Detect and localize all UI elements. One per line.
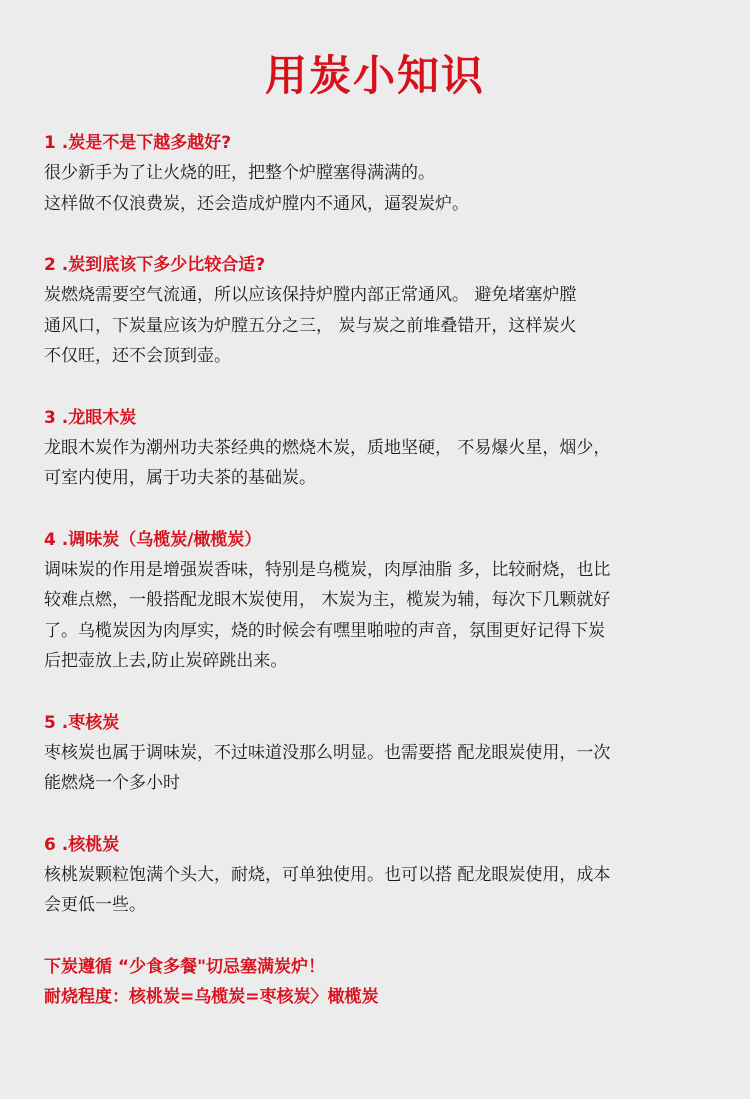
section-2: [44, 250, 724, 372]
section-line: 龙眼木炭作为潮州功夫茶经典的燃烧木炭，质地坚硬， 不易爆火星，烟少，: [44, 437, 611, 458]
section-line: 后把壶放上去,防止炭碎跳出来。: [44, 651, 288, 671]
footer-rule: 下炭遵循 “少食多餐"切忌塞满炭炉！: [44, 956, 325, 977]
section-heading: 5 .枣核炭: [44, 712, 120, 733]
section-line: 不仅旺，还不会顶到壶。: [44, 346, 231, 366]
footer-durability: 耐烧程度：核桃炭=乌榄炭=枣核炭〉橄榄炭: [44, 987, 379, 1007]
section-line: 调味炭的作用是增强炭香味，特别是乌榄炭，肉厚油脂 多，比较耐烧，也比: [44, 559, 611, 580]
section-line: 可室内使用，属于功夫茶的基础炭。: [44, 468, 316, 488]
content: [44, 128, 724, 1044]
section-line: 很少新手为了让火烧的旺，把整个炉膛塞得满满的。: [44, 163, 435, 183]
section-heading: 3 .龙眼木炭: [44, 407, 137, 428]
section-6: [44, 830, 724, 921]
section-line: 较难点燃，一般搭配龙眼木炭使用， 木炭为主，榄炭为辅，每次下几颗就好: [44, 590, 611, 610]
section-line: 了。乌榄炭因为肉厚实，烧的时候会有嘿里啪啦的声音，氛围更好记得下炭: [44, 620, 605, 641]
section-heading: 4 .调味炭（乌榄炭/橄榄炭）: [44, 529, 262, 550]
section-line: 枣核炭也属于调味炭，不过味道没那么明显。也需要搭 配龙眼炭使用，一次: [44, 742, 611, 763]
section-line: 这样做不仅浪费炭，还会造成炉膛内不通风，逼裂炭炉。: [44, 193, 469, 214]
section-line: 能燃烧一个多小时: [44, 773, 180, 793]
page-title: 用炭小知识: [264, 51, 485, 100]
section-heading: 1 .炭是不是下越多越好?: [44, 133, 232, 153]
section-line: 会更低一些。: [44, 895, 146, 915]
section-heading: 2 .炭到底该下多少比较合适?: [44, 255, 266, 275]
section-heading: 6 .核桃炭: [44, 834, 120, 855]
section-line: 通风口，下炭量应该为炉膛五分之三， 炭与炭之前堆叠错开，这样炭火: [44, 315, 577, 336]
section-line: 核桃炭颗粒饱满个头大，耐烧，可单独使用。也可以搭 配龙眼炭使用，成本: [44, 864, 611, 885]
footer-notes: [44, 952, 724, 1013]
section-3: [44, 403, 724, 494]
section-1: [44, 128, 724, 219]
section-5: [44, 708, 724, 799]
section-4: [44, 525, 724, 677]
section-line: 炭燃烧需要空气流通，所以应该保持炉膛内部正常通风。 避免堵塞炉膛: [44, 285, 577, 305]
